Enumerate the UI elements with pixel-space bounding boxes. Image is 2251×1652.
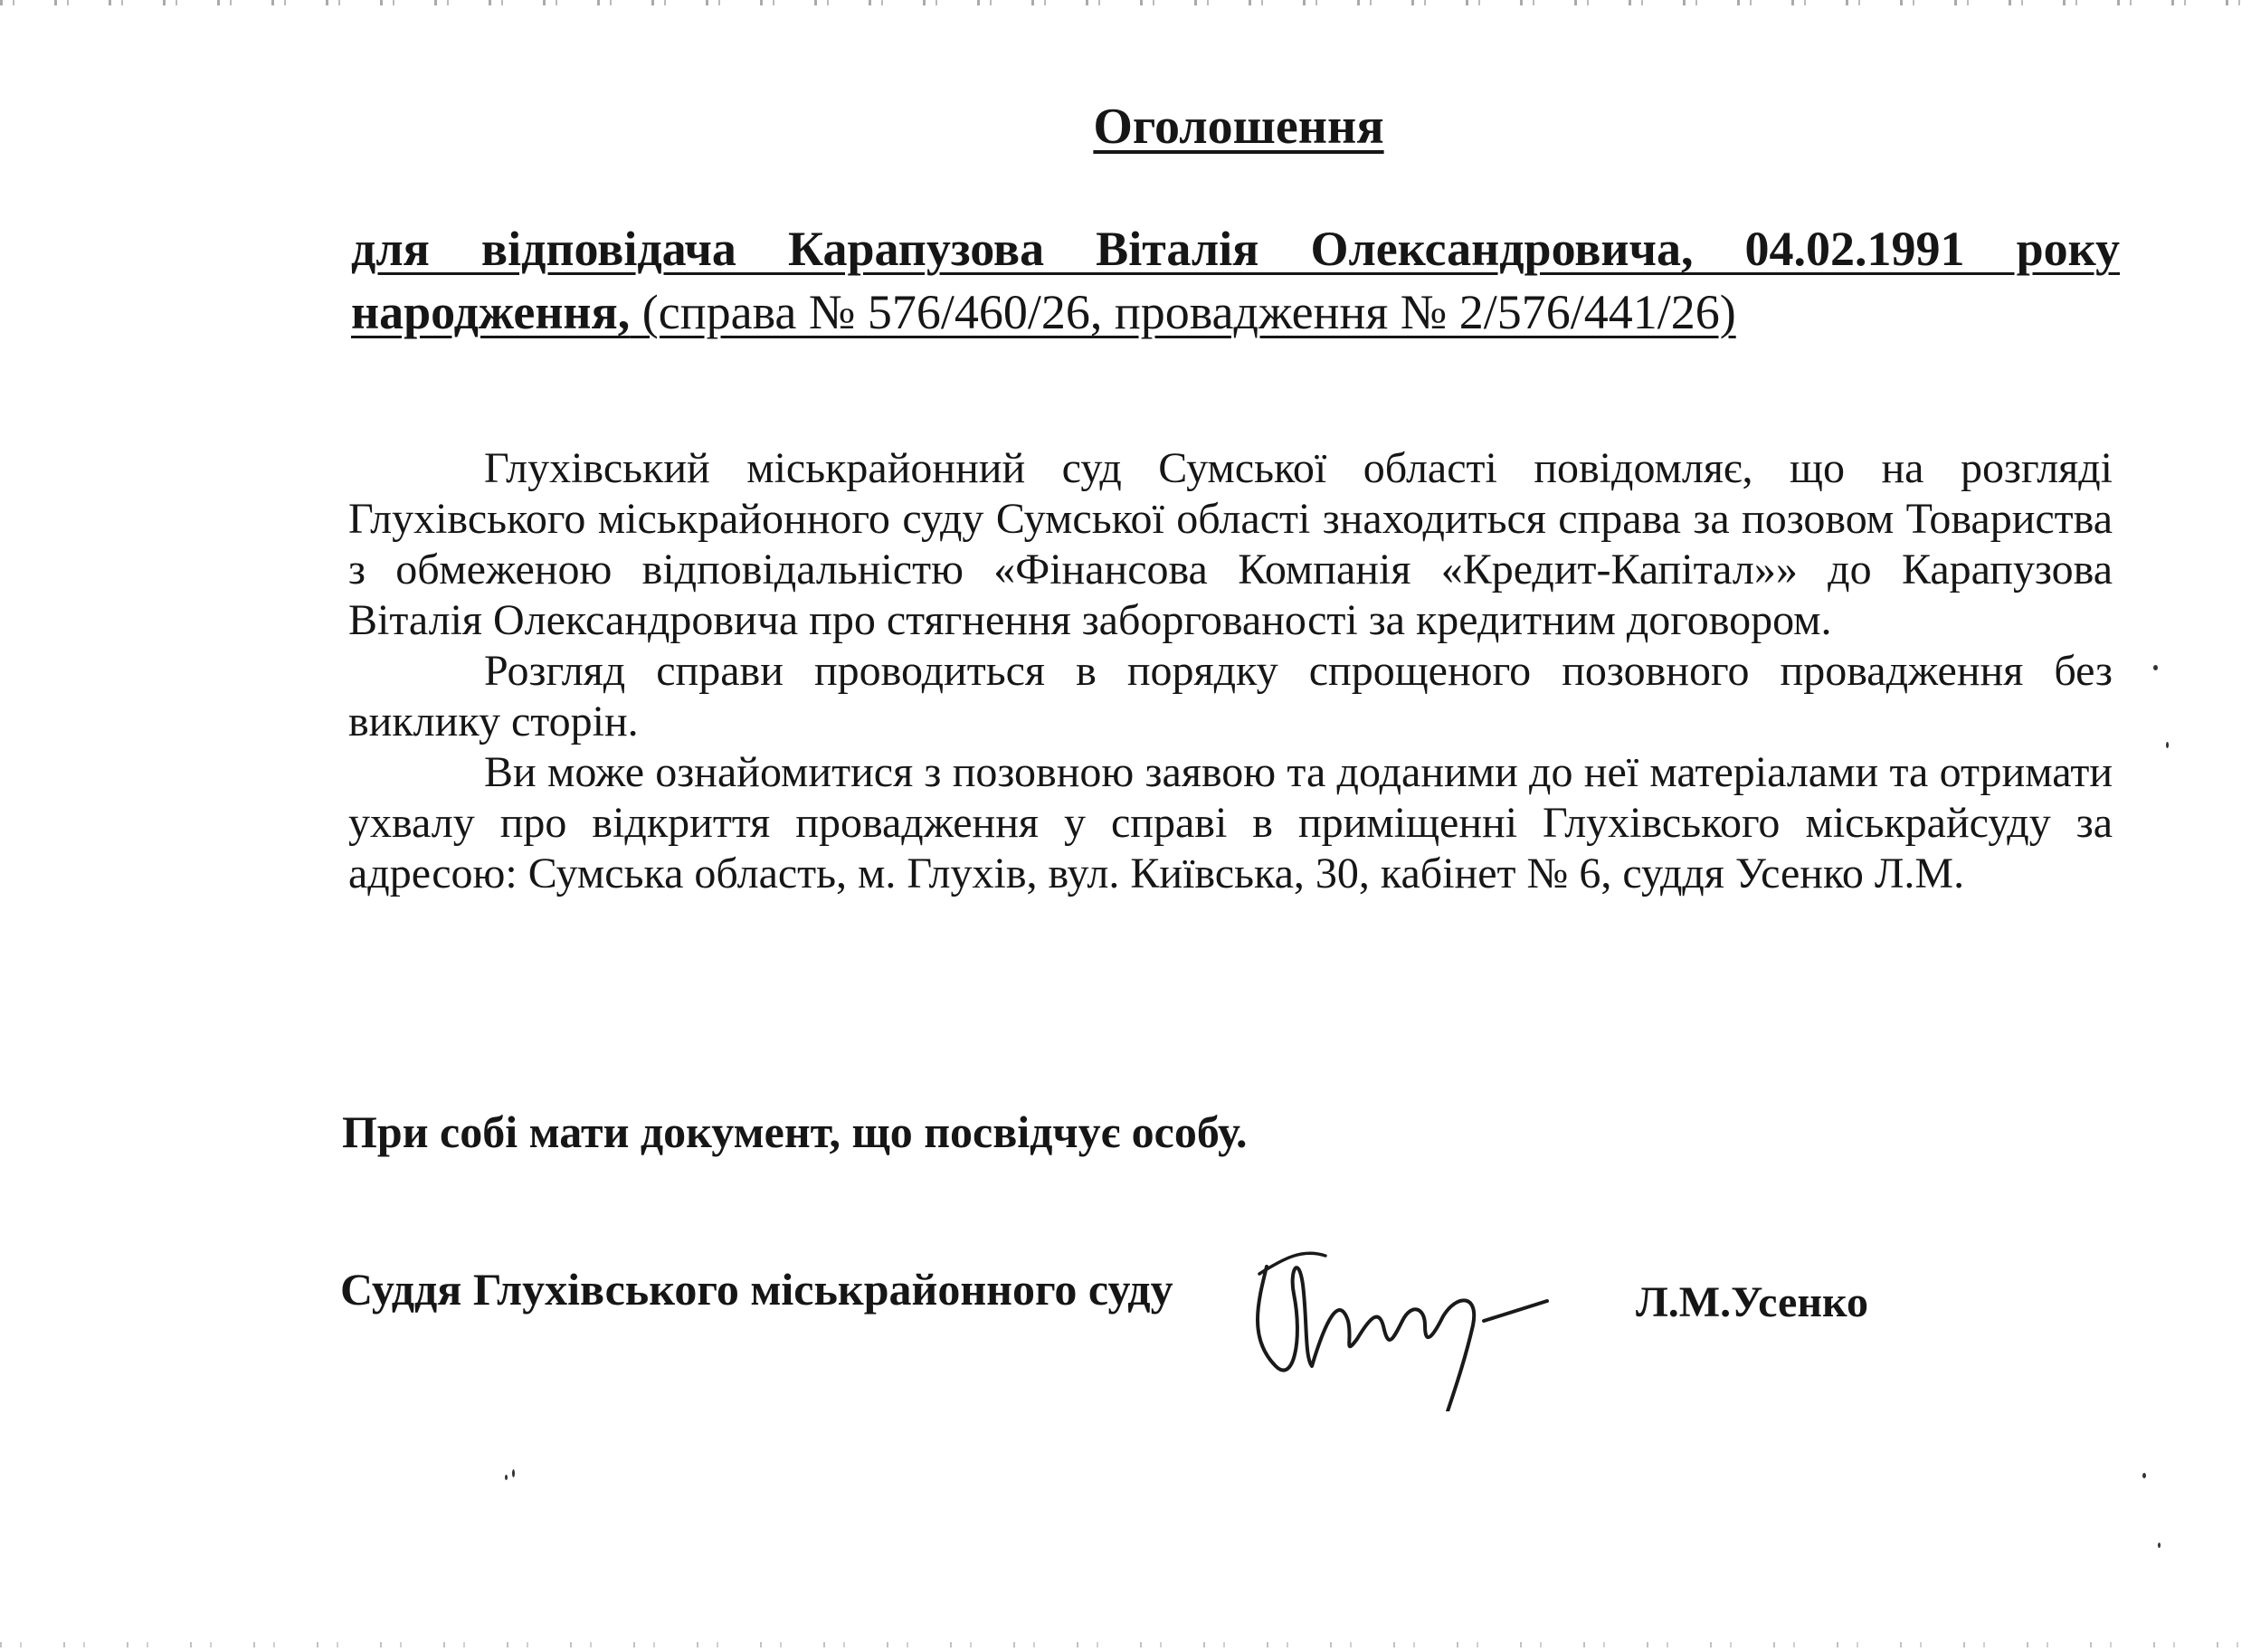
paragraph-2: Розгляд справи проводиться в порядку спрощеного позовного провадження без виклику сторін. (348, 647, 2113, 745)
subject-heading (351, 217, 2120, 344)
signature-stroke (1258, 1267, 1474, 1411)
scan-speck (2142, 1473, 2146, 1478)
paragraph-3: Ви може ознайомитися з позовною заявою та доданими до неї матеріалами та отримати ухвалу про відкриття провадження у справі в приміщенні Глухівського міськрайсуду за адресою: Сумська область, м. Глухів, вул. Київська, 30, кабінет № 6, суддя Усенко Л.М. (348, 748, 2113, 897)
subject-case-numbers: (справа № 576/460/26, провадження № 2/576/441/26) (630, 285, 1736, 339)
judge-name: Л.М.Усенко (1636, 1278, 1868, 1326)
paragraph-1: Глухівський міськрайонний суд Сумської області повідомляє, що на розгляді Глухівського міськрайонного суду Сумської області знаходиться справа за позовом Товариства з обмеженою відповідальністю «Фінансова Компанія «Кредит-Капітал»» до Карапузова Віталія Олександровича про стягнення заборгованості за кредитним договором. (348, 444, 2113, 644)
scan-edge-top (0, 0, 2251, 5)
document-title (0, 98, 2251, 156)
scan-speck (2158, 1543, 2161, 1548)
signature-tail (1484, 1301, 1547, 1321)
id-document-notice: При собі мати документ, що посвідчує особу. (342, 1106, 1248, 1157)
scan-speck (2153, 665, 2158, 670)
scan-speck (512, 1469, 515, 1477)
handwritten-signature (1239, 1230, 1565, 1411)
title-text: Оголошення (1093, 99, 1384, 155)
scan-edge-bottom (0, 1642, 2251, 1647)
subject-line-2 (351, 280, 2120, 344)
notice-body (348, 443, 2113, 899)
scan-speck (2166, 742, 2169, 748)
judge-position: Суддя Глухівського міськрайонного суду (340, 1264, 1173, 1315)
subject-line-2-bold: народження, (351, 285, 631, 339)
scan-speck (505, 1475, 508, 1480)
subject-line-1: для відповідача Карапузова Віталія Олександровича, 04.02.1991 року (351, 222, 2120, 276)
